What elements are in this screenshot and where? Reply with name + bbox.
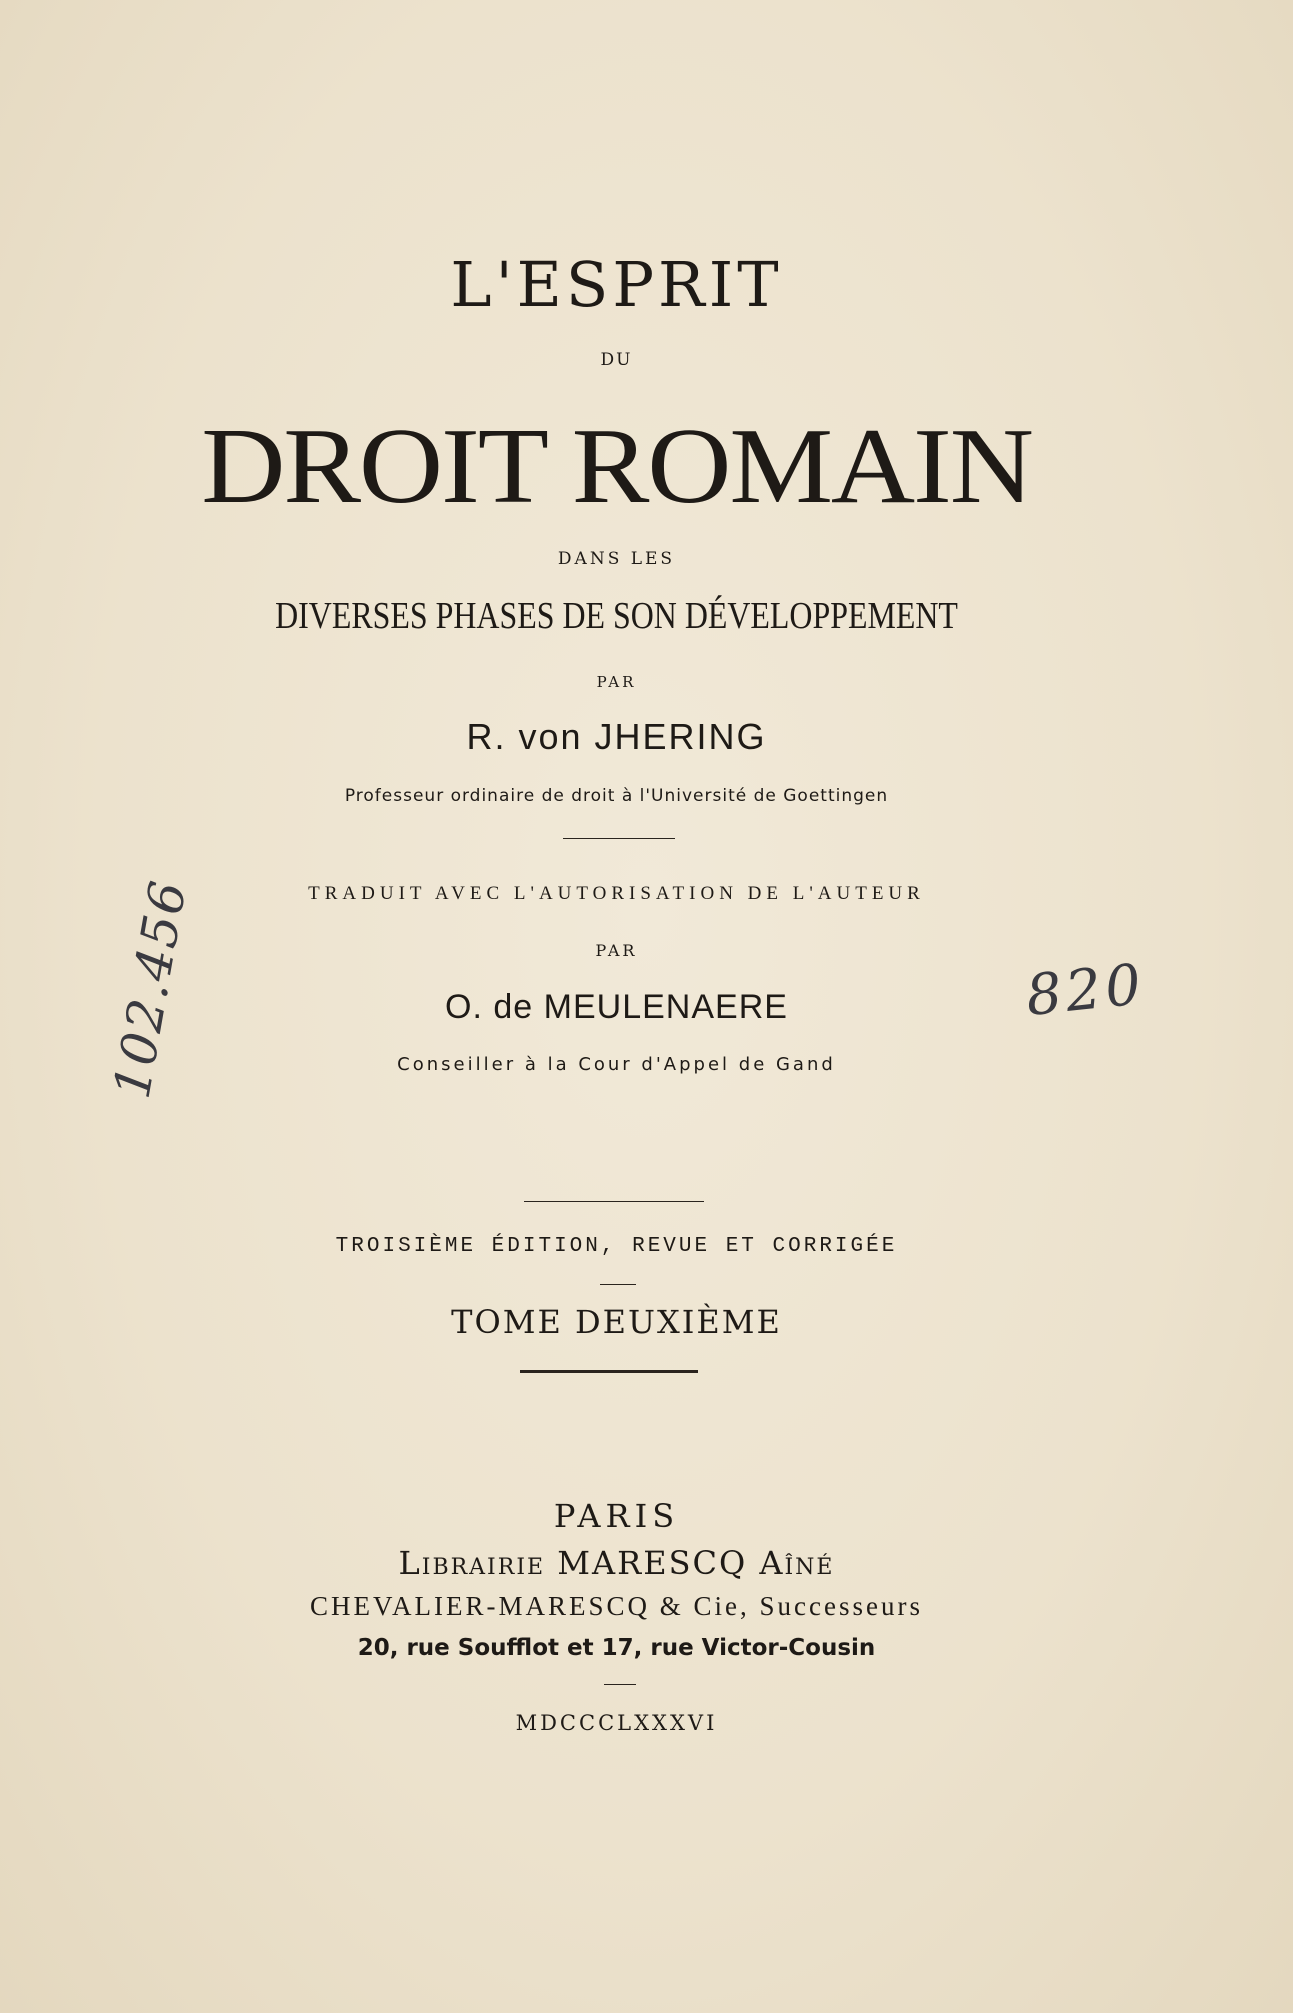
divider-3 xyxy=(600,1284,636,1285)
imprint-year: MDCCCLXXXVI xyxy=(515,1711,718,1735)
author-role: Professeur ordinaire de droit à l'Université de Goettingen xyxy=(344,786,889,806)
divider-1 xyxy=(563,838,675,839)
translator-name: O. de MEULENAERE xyxy=(445,988,788,1026)
imprint-successors: CHEVALIER-MARESCQ & Cie, Successeurs xyxy=(310,1591,923,1621)
translator-role: Conseiller à la Cour d'Appel de Gand xyxy=(397,1054,836,1075)
divider-5 xyxy=(604,1684,636,1685)
edition-statement: TROISIÈME ÉDITION, REVUE ET CORRIGÉE xyxy=(335,1235,898,1258)
title-main: DROIT ROMAIN xyxy=(201,407,1032,526)
translation-note: TRADUIT AVEC L'AUTORISATION DE L'AUTEUR xyxy=(308,883,925,904)
title-top: L'ESPRIT xyxy=(450,248,783,321)
handwritten-right-margin-note: 820 xyxy=(1022,951,1148,1030)
divider-2 xyxy=(524,1201,704,1202)
imprint-city: PARIS xyxy=(553,1497,680,1535)
imprint-publisher: Librairie MARESCQ Aîné xyxy=(398,1544,835,1582)
par-translator: PAR xyxy=(595,941,638,960)
title-dans-les: DANS LES xyxy=(557,549,676,569)
imprint-address: 20, rue Soufflot et 17, rue Victor-Cousin xyxy=(357,1635,876,1661)
volume-number: TOME DEUXIÈME xyxy=(451,1303,782,1341)
divider-4 xyxy=(520,1370,698,1373)
handwritten-left-margin-note: 102.456 xyxy=(102,875,199,1103)
subtitle: DIVERSES PHASES DE SON DÉVELOPPEMENT xyxy=(275,595,958,637)
par-author: PAR xyxy=(596,673,637,691)
author-name: R. von JHERING xyxy=(466,716,767,757)
title-du: DU xyxy=(600,350,633,370)
